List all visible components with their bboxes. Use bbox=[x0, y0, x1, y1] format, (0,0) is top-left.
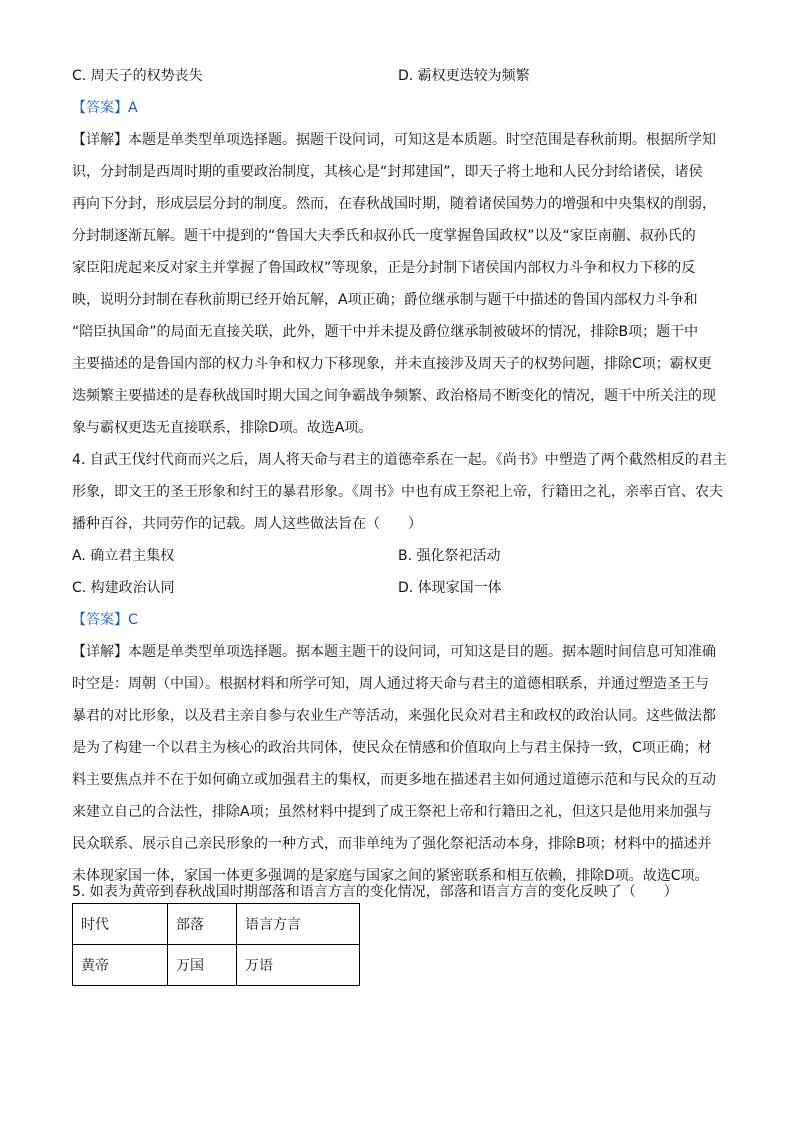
q4-detail-line: 暴君的对比形象，以及君主亲自参与农业生产等活动，来强化民众对君主和政权的政治认同。这些做法都 bbox=[72, 708, 716, 724]
q3-detail-line: 【详解】本题是单类型单项选择题。据题干设问词，可知这是本质题。时空范围是春秋前期。根据所学知 bbox=[72, 132, 716, 148]
table-header-cell: 部落 bbox=[168, 904, 237, 945]
table-header-cell: 语言方言 bbox=[237, 904, 360, 945]
q4-stem-line: 形象，即文王的圣王形象和纣王的暴君形象。《周书》中也有成王祭祀上帝，行籍田之礼，亲率百官、农夫 bbox=[72, 484, 723, 500]
q4-detail-line: 未体现家国一体，家国一体更多强调的是家庭与国家之间的紧密联系和相互依赖，排除D项。故选C项。 bbox=[72, 868, 709, 884]
table-row bbox=[73, 945, 360, 986]
q4-detail-line: 【详解】本题是单类型单项选择题。据本题主题干的设问词，可知这是目的题。据本题时间信息可知准确 bbox=[72, 644, 716, 660]
table-header-cell: 时代 bbox=[73, 904, 168, 945]
q3-detail-line: 主要描述的是鲁国内部的权力斗争和权力下移现象，并未直接涉及周天子的权势问题，排除C项；霸权更 bbox=[72, 356, 712, 372]
q4-detail-line: 料主要焦点并不在于如何确立或加强君主的集权，而更多地在描述君主如何通过道德示范和与民众的互动 bbox=[72, 772, 716, 788]
q4-option-b: B. 强化祭祀活动 bbox=[398, 548, 501, 564]
q4-detail-line: 时空是：周朝（中国）。根据材料和所学可知，周人通过将天命与君主的道德相联系，并通过塑造圣王与 bbox=[72, 676, 709, 692]
q3-detail-line: “陪臣执国命”的局面无直接关联，此外，题干中并未提及爵位继承制被破坏的情况，排除B项；题干中 bbox=[72, 324, 699, 340]
q3-option-c: C. 周天子的权势丧失 bbox=[72, 68, 203, 84]
q3-detail-line: 识，分封制是西周时期的重要政治制度，其核心是“封邦建国”，即天子将土地和人民分封给诸侯，诸侯 bbox=[72, 164, 703, 180]
q4-detail-line: 民众联系、展示自己亲民形象的一种方式，而非单纯为了强化祭祀活动本身，排除B项；材料中的描述并 bbox=[72, 836, 712, 852]
table-header-row bbox=[73, 904, 360, 945]
q3-detail-line: 映，说明分封制在春秋前期已经开始瓦解，A项正确；爵位继承制与题干中描述的鲁国内部权力斗争和 bbox=[72, 292, 698, 308]
q5-table bbox=[72, 903, 360, 986]
table-cell: 黄帝 bbox=[73, 945, 168, 986]
q3-option-d: D. 霸权更迭较为频繁 bbox=[398, 68, 530, 84]
q4-detail-line: 是为了构建一个以君主为核心的政治共同体，使民众在情感和价值取向上与君主保持一致，C项正确；材 bbox=[72, 740, 712, 756]
q3-detail-line: 家臣阳虎起来反对家主并掌握了鲁国政权”等现象，正是分封制下诸侯国内部权力斗争和权力下移的反 bbox=[72, 260, 696, 276]
q4-stem-line: 4. 自武王伐纣代商而兴之后，周人将天命与君主的道德牵系在一起。《尚书》中塑造了两个截然相反的君主 bbox=[72, 452, 727, 468]
table-cell: 万国 bbox=[168, 945, 237, 986]
q4-option-d: D. 体现家国一体 bbox=[398, 580, 502, 596]
q4-detail-line: 来建立自己的合法性，排除A项；虽然材料中提到了成王祭祀上帝和行籍田之礼，但这只是他用来加强与 bbox=[72, 804, 712, 820]
table-cell: 万语 bbox=[237, 945, 360, 986]
q4-stem-line: 播种百谷，共同劳作的记载。周人这些做法旨在（ ） bbox=[72, 516, 422, 532]
q4-answer: 【答案】C bbox=[72, 612, 138, 628]
q3-detail-line: 再向下分封，形成层层分封的制度。然而，在春秋战国时期，随着诸侯国势力的增强和中央集权的削弱， bbox=[72, 196, 716, 212]
q3-detail-line: 迭频繁主要描述的是春秋战国时期大国之间争霸战争频繁、政治格局不断变化的情况，题干中所关注的现 bbox=[72, 388, 716, 404]
q4-option-c: C. 构建政治认同 bbox=[72, 580, 175, 596]
q4-option-a: A. 确立君主集权 bbox=[72, 548, 175, 564]
q5-stem: 5. 如表为黄帝到春秋战国时期部落和语言方言的变化情况，部落和语言方言的变化反映了（ ） bbox=[72, 884, 678, 900]
q3-detail-line: 象与霸权更迭无直接联系，排除D项。故选A项。 bbox=[72, 420, 373, 436]
q3-answer: 【答案】A bbox=[72, 100, 138, 116]
q3-detail-line: 分封制逐渐瓦解。题干中提到的“鲁国大夫季氏和叔孙氏一度掌握鲁国政权”以及“家臣南蒯、叔孙氏的 bbox=[72, 228, 696, 244]
